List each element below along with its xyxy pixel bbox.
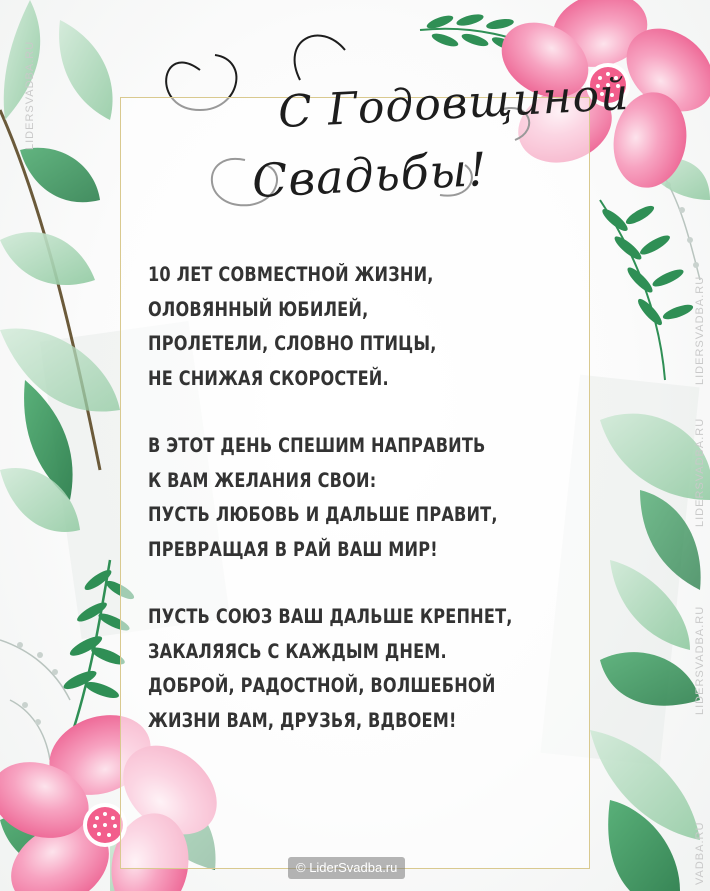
title: [160, 30, 631, 220]
title-line-1: С Годовщиной: [276, 68, 631, 139]
poem-line: ЖИЗНИ ВАМ, ДРУЗЬЯ, ВДВОЕМ!: [148, 708, 457, 732]
watermark-right-2: LIDERSVADBA.RU: [694, 417, 706, 527]
poem-line: 10 ЛЕТ СОВМЕСТНОЙ ЖИЗНИ,: [148, 263, 434, 286]
title-line-2: Свадьбы!: [250, 141, 489, 209]
copyright-badge: © LiderSvadba.ru: [288, 857, 405, 879]
poem-line: ДОБРОЙ, РАДОСТНОЙ, ВОЛШЕБНОЙ: [148, 674, 496, 697]
poem-line: ПРОЛЕТЕЛИ, СЛОВНО ПТИЦЫ,: [148, 332, 437, 355]
stanza-3: [148, 600, 544, 738]
watermark-right-3: LIDERSVADBA.RU: [694, 605, 706, 715]
poem-line: ПУСТЬ ЛЮБОВЬ И ДАЛЬШЕ ПРАВИТ,: [148, 503, 498, 526]
poem-line: ПУСТЬ СОЮЗ ВАШ ДАЛЬШЕ КРЕПНЕТ,: [148, 605, 513, 628]
poem-line: ЗАКАЛЯЯСЬ С КАЖДЫМ ДНЕМ.: [148, 639, 447, 663]
poem-line: НЕ СНИЖАЯ СКОРОСТЕЙ.: [148, 366, 389, 390]
poem-line: К ВАМ ЖЕЛАНИЯ СВОИ:: [148, 468, 377, 492]
poem: [148, 258, 544, 738]
stanza-1: [148, 258, 544, 396]
watermark-right-4: VADBA.RU: [694, 821, 706, 885]
watermark-left: LIDERSVADBA.RU: [24, 40, 36, 150]
poem-line: ОЛОВЯННЫЙ ЮБИЛЕЙ,: [148, 297, 369, 321]
poem-line: ПРЕВРАЩАЯ В РАЙ ВАШ МИР!: [148, 537, 438, 561]
stanza-2: [148, 429, 544, 567]
poem-line: В ЭТОТ ДЕНЬ СПЕШИМ НАПРАВИТЬ: [148, 434, 486, 457]
watermark-right-1: LIDERSVADBA.RU: [694, 275, 706, 385]
